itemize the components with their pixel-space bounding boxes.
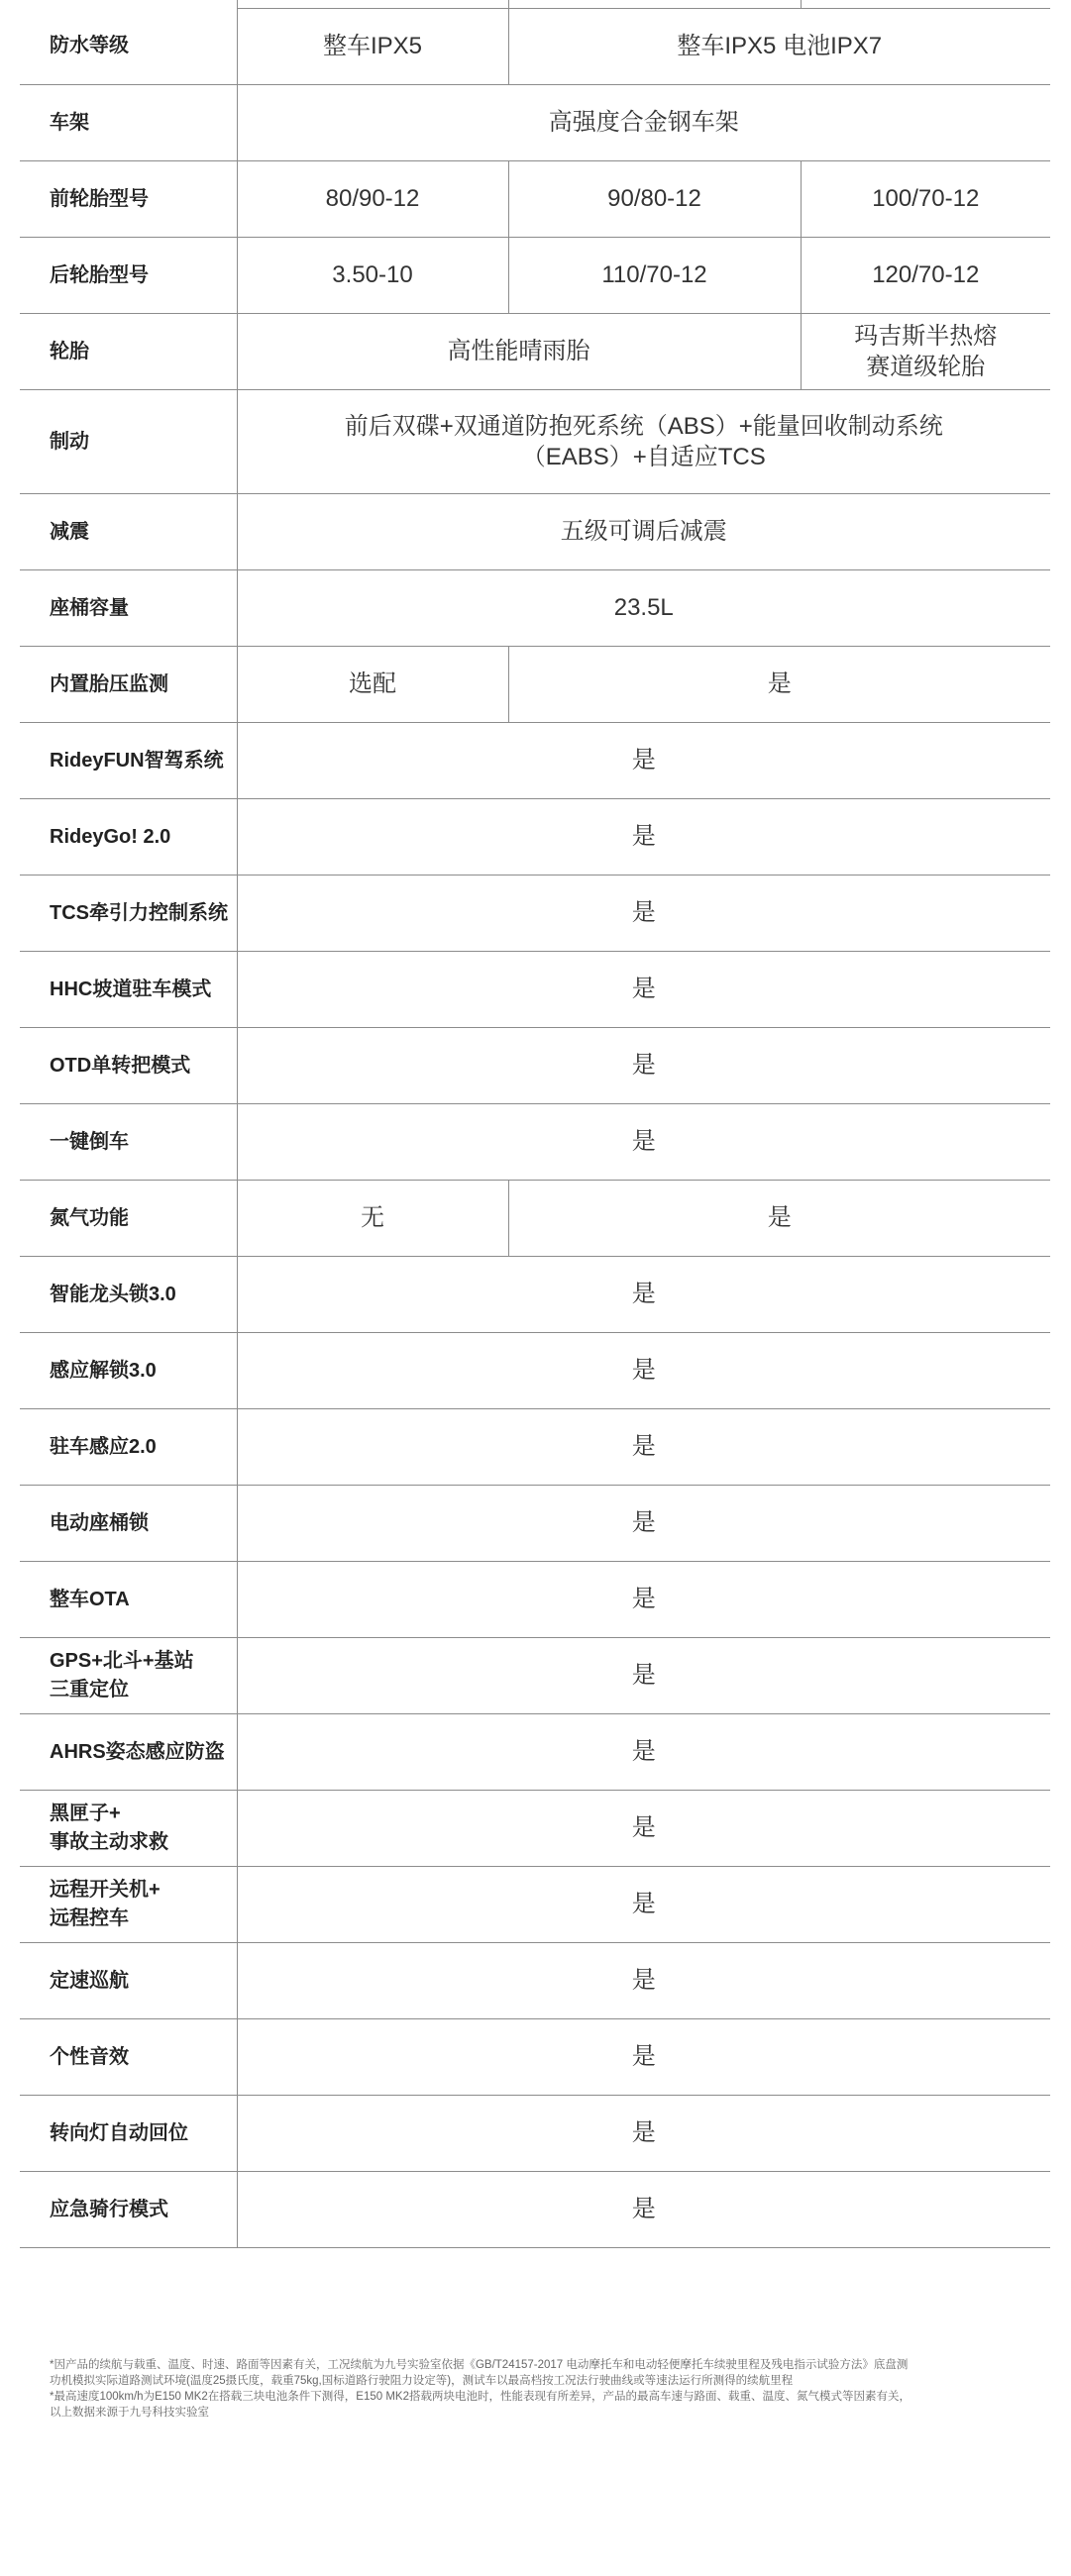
table-row (20, 494, 1050, 570)
spec-value: 120/70-12 (801, 238, 1050, 314)
table-row (20, 85, 1050, 161)
spec-value: 是 (237, 1791, 1050, 1867)
table-row (20, 1714, 1050, 1791)
spec-value: 3.50-10 (237, 238, 508, 314)
row-label: OTD单转把模式 (20, 1028, 237, 1104)
row-label: HHC坡道驻车模式 (20, 952, 237, 1028)
row-label: 智能龙头锁3.0 (20, 1257, 237, 1333)
spec-value: 高强度合金钢车架 (237, 85, 1050, 161)
spec-value: 80/90-12 (237, 161, 508, 238)
spec-value: 23.5L (237, 570, 1050, 647)
row-label: RideyFUN智驾系统 (20, 723, 237, 799)
row-label: 轮胎 (20, 314, 237, 390)
spec-value: 前后双碟+双通道防抱死系统（ABS）+能量回收制动系统 （EABS）+自适应TCS (237, 390, 1050, 494)
row-label: 座桶容量 (20, 570, 237, 647)
spec-value: 是 (237, 1333, 1050, 1409)
table-row (20, 1409, 1050, 1486)
spec-value: 是 (237, 799, 1050, 876)
row-label: RideyGo! 2.0 (20, 799, 237, 876)
footnote-line: 功机模拟实际道路测试环境(温度25摄氏度，载重75kg,国标道路行驶阻力设定等)，测试车以最高档按工况法行驶曲线或等速法运行所测得的续航里程 (50, 2375, 794, 2387)
row-label: 减震 (20, 494, 237, 570)
spec-value: 是 (508, 647, 1050, 723)
row-label: 应急骑行模式 (20, 2172, 237, 2248)
spec-value: 是 (237, 1028, 1050, 1104)
spec-value: 是 (237, 1104, 1050, 1181)
spec-value: 是 (237, 1867, 1050, 1943)
row-label: 前轮胎型号 (20, 161, 237, 238)
spec-value: 是 (237, 1562, 1050, 1638)
spec-value: 100/70-12 (801, 161, 1050, 238)
table-row (20, 1867, 1050, 1943)
row-label: 远程开关机+ 远程控车 (20, 1867, 237, 1943)
spec-value: 选配 (237, 647, 508, 723)
spec-value: 是 (237, 2096, 1050, 2172)
table-row (20, 1791, 1050, 1867)
row-label: 定速巡航 (20, 1943, 237, 2019)
spec-value: 五级可调后减震 (237, 494, 1050, 570)
table-row (20, 2096, 1050, 2172)
spec-value: 玛吉斯半热熔 赛道级轮胎 (801, 314, 1050, 390)
spec-value: 90/80-12 (508, 161, 801, 238)
spec-value: 是 (237, 1486, 1050, 1562)
spec-table (20, 0, 1050, 2248)
spec-value: 是 (237, 1714, 1050, 1791)
table-row (20, 1943, 1050, 2019)
spec-value: 是 (237, 1409, 1050, 1486)
spec-value: 110/70-12 (508, 238, 801, 314)
footnote (50, 2357, 941, 2421)
row-label: 一键倒车 (20, 1104, 237, 1181)
footnote-line: 以上数据来源于九号科技实验室 (50, 2407, 209, 2419)
table-row (20, 1333, 1050, 1409)
spec-value: 是 (237, 952, 1050, 1028)
table-row (20, 723, 1050, 799)
row-label: AHRS姿态感应防盗 (20, 1714, 237, 1791)
table-row (20, 1486, 1050, 1562)
row-label: GPS+北斗+基站 三重定位 (20, 1638, 237, 1714)
spec-value: 是 (237, 2019, 1050, 2096)
row-label: 转向灯自动回位 (20, 2096, 237, 2172)
spec-value: 是 (237, 2172, 1050, 2248)
table-row (20, 570, 1050, 647)
row-label: TCS牵引力控制系统 (20, 876, 237, 952)
spec-value: 是 (237, 1638, 1050, 1714)
spec-value: 整车IPX5 电池IPX7 (508, 9, 1050, 85)
row-label: 电动座桶锁 (20, 1486, 237, 1562)
table-row (20, 1257, 1050, 1333)
spec-value: 是 (508, 1181, 1050, 1257)
table-row (20, 390, 1050, 494)
spec-value: 是 (237, 723, 1050, 799)
row-label: 个性音效 (20, 2019, 237, 2096)
table-row (20, 952, 1050, 1028)
row-label: 氮气功能 (20, 1181, 237, 1257)
table-row (20, 799, 1050, 876)
row-label: 驻车感应2.0 (20, 1409, 237, 1486)
spec-value: 是 (237, 1257, 1050, 1333)
spec-value: 是 (237, 876, 1050, 952)
table-row (20, 1028, 1050, 1104)
row-label: 整车OTA (20, 1562, 237, 1638)
table-row (20, 1562, 1050, 1638)
row-label: 防水等级 (20, 9, 237, 85)
table-row (20, 647, 1050, 723)
footnote-line: *最高速度100km/h为E150 MK2在搭载三块电池条件下测得，E150 MK2搭载两块电池时，性能表现有所差异，产品的最高车速与路面、载重、温度、氮气模式等因素有关， (50, 2391, 910, 2403)
spec-value: 是 (237, 1943, 1050, 2019)
table-row (20, 161, 1050, 238)
row-label: 感应解锁3.0 (20, 1333, 237, 1409)
table-row (20, 876, 1050, 952)
row-label: 车架 (20, 85, 237, 161)
row-label: 内置胎压监测 (20, 647, 237, 723)
table-row (20, 2019, 1050, 2096)
spec-value: 整车IPX5 (237, 9, 508, 85)
table-row (20, 2172, 1050, 2248)
table-row (20, 1638, 1050, 1714)
table-row (20, 9, 1050, 85)
table-row (20, 238, 1050, 314)
table-row (20, 1104, 1050, 1181)
footnote-line: *因产品的续航与载重、温度、时速、路面等因素有关，工况续航为九号实验室依据《GB/T24157-2017 电动摩托车和电动轻便摩托车续驶里程及残电指示试验方法》底盘测 (50, 2359, 909, 2371)
row-label: 黑匣子+ 事故主动求救 (20, 1791, 237, 1867)
table-row (20, 1181, 1050, 1257)
spec-value: 无 (237, 1181, 508, 1257)
row-label: 后轮胎型号 (20, 238, 237, 314)
table-row (20, 0, 1050, 9)
spec-value: 高性能晴雨胎 (237, 314, 801, 390)
table-row (20, 314, 1050, 390)
row-label: 制动 (20, 390, 237, 494)
